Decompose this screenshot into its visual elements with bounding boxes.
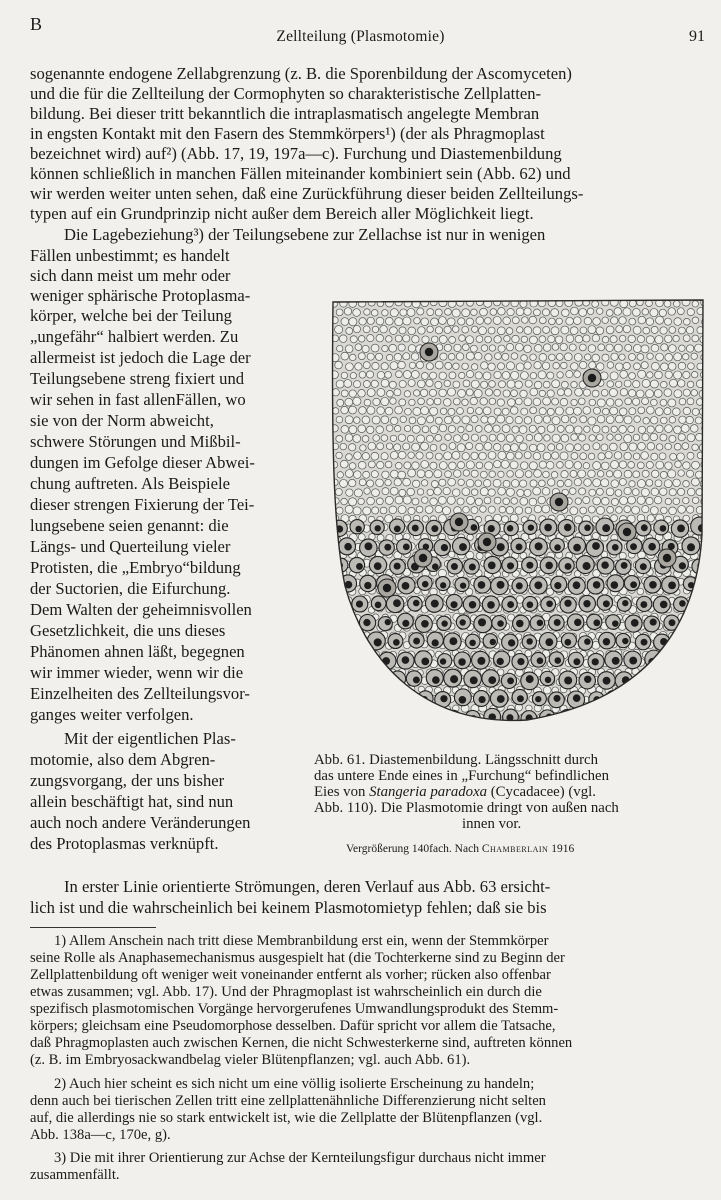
- column-line: zungsvorgang, der uns bisher: [30, 771, 225, 790]
- footnote-line: 3) Die mit ihrer Orientierung zur Achse der Kernteilungsfigur durchaus nicht immer: [54, 1150, 546, 1166]
- footnote-line: auf, die allerdings nie so stark entwickelt ist, wie die Zellplatte der Blütenpflanzen (vgl.: [30, 1110, 543, 1126]
- figure-caption-line: das untere Ende eines in „Furchung“ befindlichen: [314, 768, 610, 784]
- signature-mark: B: [30, 14, 43, 34]
- column-line: körper, welche bei der Teilung: [30, 306, 232, 325]
- body-line: wir werden weiter unten sehen, daß eine Zurückführung dieser beiden Zellteilungs-: [30, 184, 584, 203]
- figure-caption-line: Abb. 110). Die Plasmotomie dringt von außen nach: [314, 800, 619, 816]
- figure-caption-line: Eies von Stangeria paradoxa (Cycadacee) (vgl.: [314, 784, 596, 800]
- figure-caption-line: Abb. 61. Diastemenbildung. Längsschnitt durch: [314, 752, 598, 768]
- footnote-line: 2) Auch hier scheint es sich nicht um eine völlig isolierte Erscheinung zu handeln;: [54, 1076, 535, 1092]
- footnote-line: spezifisch plasmotomischen Vorgänge hervorgerufenes Umwandlungsprodukt des Stemm-: [30, 1001, 559, 1017]
- column-line: dieser strengen Fixierung der Tei-: [30, 495, 255, 514]
- column-line: des Protoplasmas verknüpft.: [30, 834, 219, 853]
- column-line: allein beschäftigt hat, sind nun: [30, 792, 234, 811]
- footnote-line: seine Rolle als Anaphasemechanismus ausgespielt hat (die Tochterkerne sind zu Beginn der: [30, 950, 565, 966]
- column-line: wir immer wieder, wenn wir die: [30, 663, 244, 682]
- column-line: Längs- und Querteilung vieler: [30, 537, 231, 556]
- column-line: auch noch andere Veränderungen: [30, 813, 251, 832]
- column-line: allermeist ist jedoch die Lage der: [30, 348, 251, 367]
- column-line: „ungefähr“ halbiert werden. Zu: [30, 327, 239, 346]
- column-line: motomie, also dem Abgren-: [30, 750, 216, 769]
- figure-caption-line: innen vor.: [462, 816, 522, 832]
- body-line: sogenannte endogene Zellabgrenzung (z. B. die Sporenbildung der Ascomyceten): [30, 64, 572, 83]
- micrograph-figure: [327, 296, 708, 726]
- column-line: weniger sphärische Protoplasma-: [30, 286, 251, 305]
- column-line: lungsebene seien genannt: die: [30, 516, 229, 535]
- column-line: Fällen unbestimmt; es handelt: [30, 246, 230, 265]
- body-line: lich ist und die wahrscheinlich bei keinem Plasmotomietyp fehlen; daß sie bis: [30, 898, 547, 917]
- column-line: Einzelheiten des Zellteilungsvor-: [30, 684, 250, 703]
- column-line: Protisten, die „Embryo“bildung: [30, 558, 241, 577]
- column-line: Dem Walten der geheimnisvollen: [30, 600, 252, 619]
- column-line: Phänomen ahnen läßt, begegnen: [30, 642, 245, 661]
- column-line: wir sehen in fast allenFällen, wo: [30, 390, 246, 409]
- running-header: Zellteilung (Plasmotomie): [276, 28, 445, 45]
- body-line: können schließlich in manchen Fällen miteinander kombiniert sein (Abb. 62) und: [30, 164, 571, 183]
- column-line: Gesetzlichkeit, die uns dieses: [30, 621, 226, 640]
- body-line: typen auf ein Grundprinzip nicht außer dem Bereich aller Möglichkeit liegt.: [30, 204, 534, 223]
- column-line: Teilungsebene streng fixiert und: [30, 369, 245, 388]
- page-number: 91: [689, 28, 705, 45]
- footnote-line: Abb. 138a—c, 170e, g).: [30, 1127, 171, 1143]
- column-line: chung auftreten. Als Beispiele: [30, 474, 230, 493]
- footnote-line: körpers; gleichsam eine Pseudomorphose desselben. Dafür spricht vor allem die Tatsache,: [30, 1018, 556, 1034]
- footnote-line: zusammenfällt.: [30, 1167, 120, 1183]
- footnote-line: etwas zusammen; vgl. Abb. 17). Und der Phragmoplast ist wahrscheinlich ein durch die: [30, 984, 542, 1000]
- column-line: sich dann meist um mehr oder: [30, 266, 231, 285]
- footnote-line: (z. B. im Embryosackwandbelag vieler Blütenpflanzen; vgl. auch Abb. 61).: [30, 1052, 471, 1068]
- column-line: ganges weiter verfolgen.: [30, 705, 194, 724]
- body-line: bezeichnet wird) auf²) (Abb. 17, 19, 197a—c). Furchung und Diastemenbildung: [30, 144, 562, 163]
- body-line: Die Lagebeziehung³) der Teilungsebene zur Zellachse ist nur in wenigen: [64, 225, 546, 244]
- column-line: dungen im Gefolge dieser Abwei-: [30, 453, 255, 472]
- body-line: bildung. Bei dieser tritt bekanntlich die intraplasmatisch angelegte Membran: [30, 104, 540, 123]
- column-line: schwere Störungen und Mißbil-: [30, 432, 241, 451]
- body-line: in engsten Kontakt mit den Fasern des Stemmkörpers¹) (der als Phragmoplast: [30, 124, 545, 143]
- body-line: und die für die Zellteilung der Cormophyten so charakteristische Zellplatten-: [30, 84, 542, 103]
- footnote-line: daß Phragmoplasten auch zwischen Kernen, die nicht Schwesterkerne sind, auftreten können: [30, 1035, 573, 1051]
- column-line: sie von der Norm abweicht,: [30, 411, 214, 430]
- column-line: Mit der eigentlichen Plas-: [64, 729, 236, 748]
- body-line: In erster Linie orientierte Strömungen, deren Verlauf aus Abb. 63 ersicht-: [64, 877, 551, 896]
- footnote-line: 1) Allem Anschein nach tritt diese Membranbildung erst ein, wenn der Stemmkörper: [54, 933, 549, 949]
- column-line: der Suctorien, die Eifurchung.: [30, 579, 231, 598]
- footnote-line: denn auch bei tierischen Zellen tritt eine zellplattenähnliche Differenzierung nicht selten: [30, 1093, 546, 1109]
- footnote-line: Zellplattenbildung oft weniger weit voneinander entfernt als vorher; rücken also offenbar: [30, 967, 551, 983]
- figure-credit: Vergrößerung 140fach. Nach Chamberlain 1916: [346, 843, 575, 855]
- footnote-rule: [30, 927, 156, 928]
